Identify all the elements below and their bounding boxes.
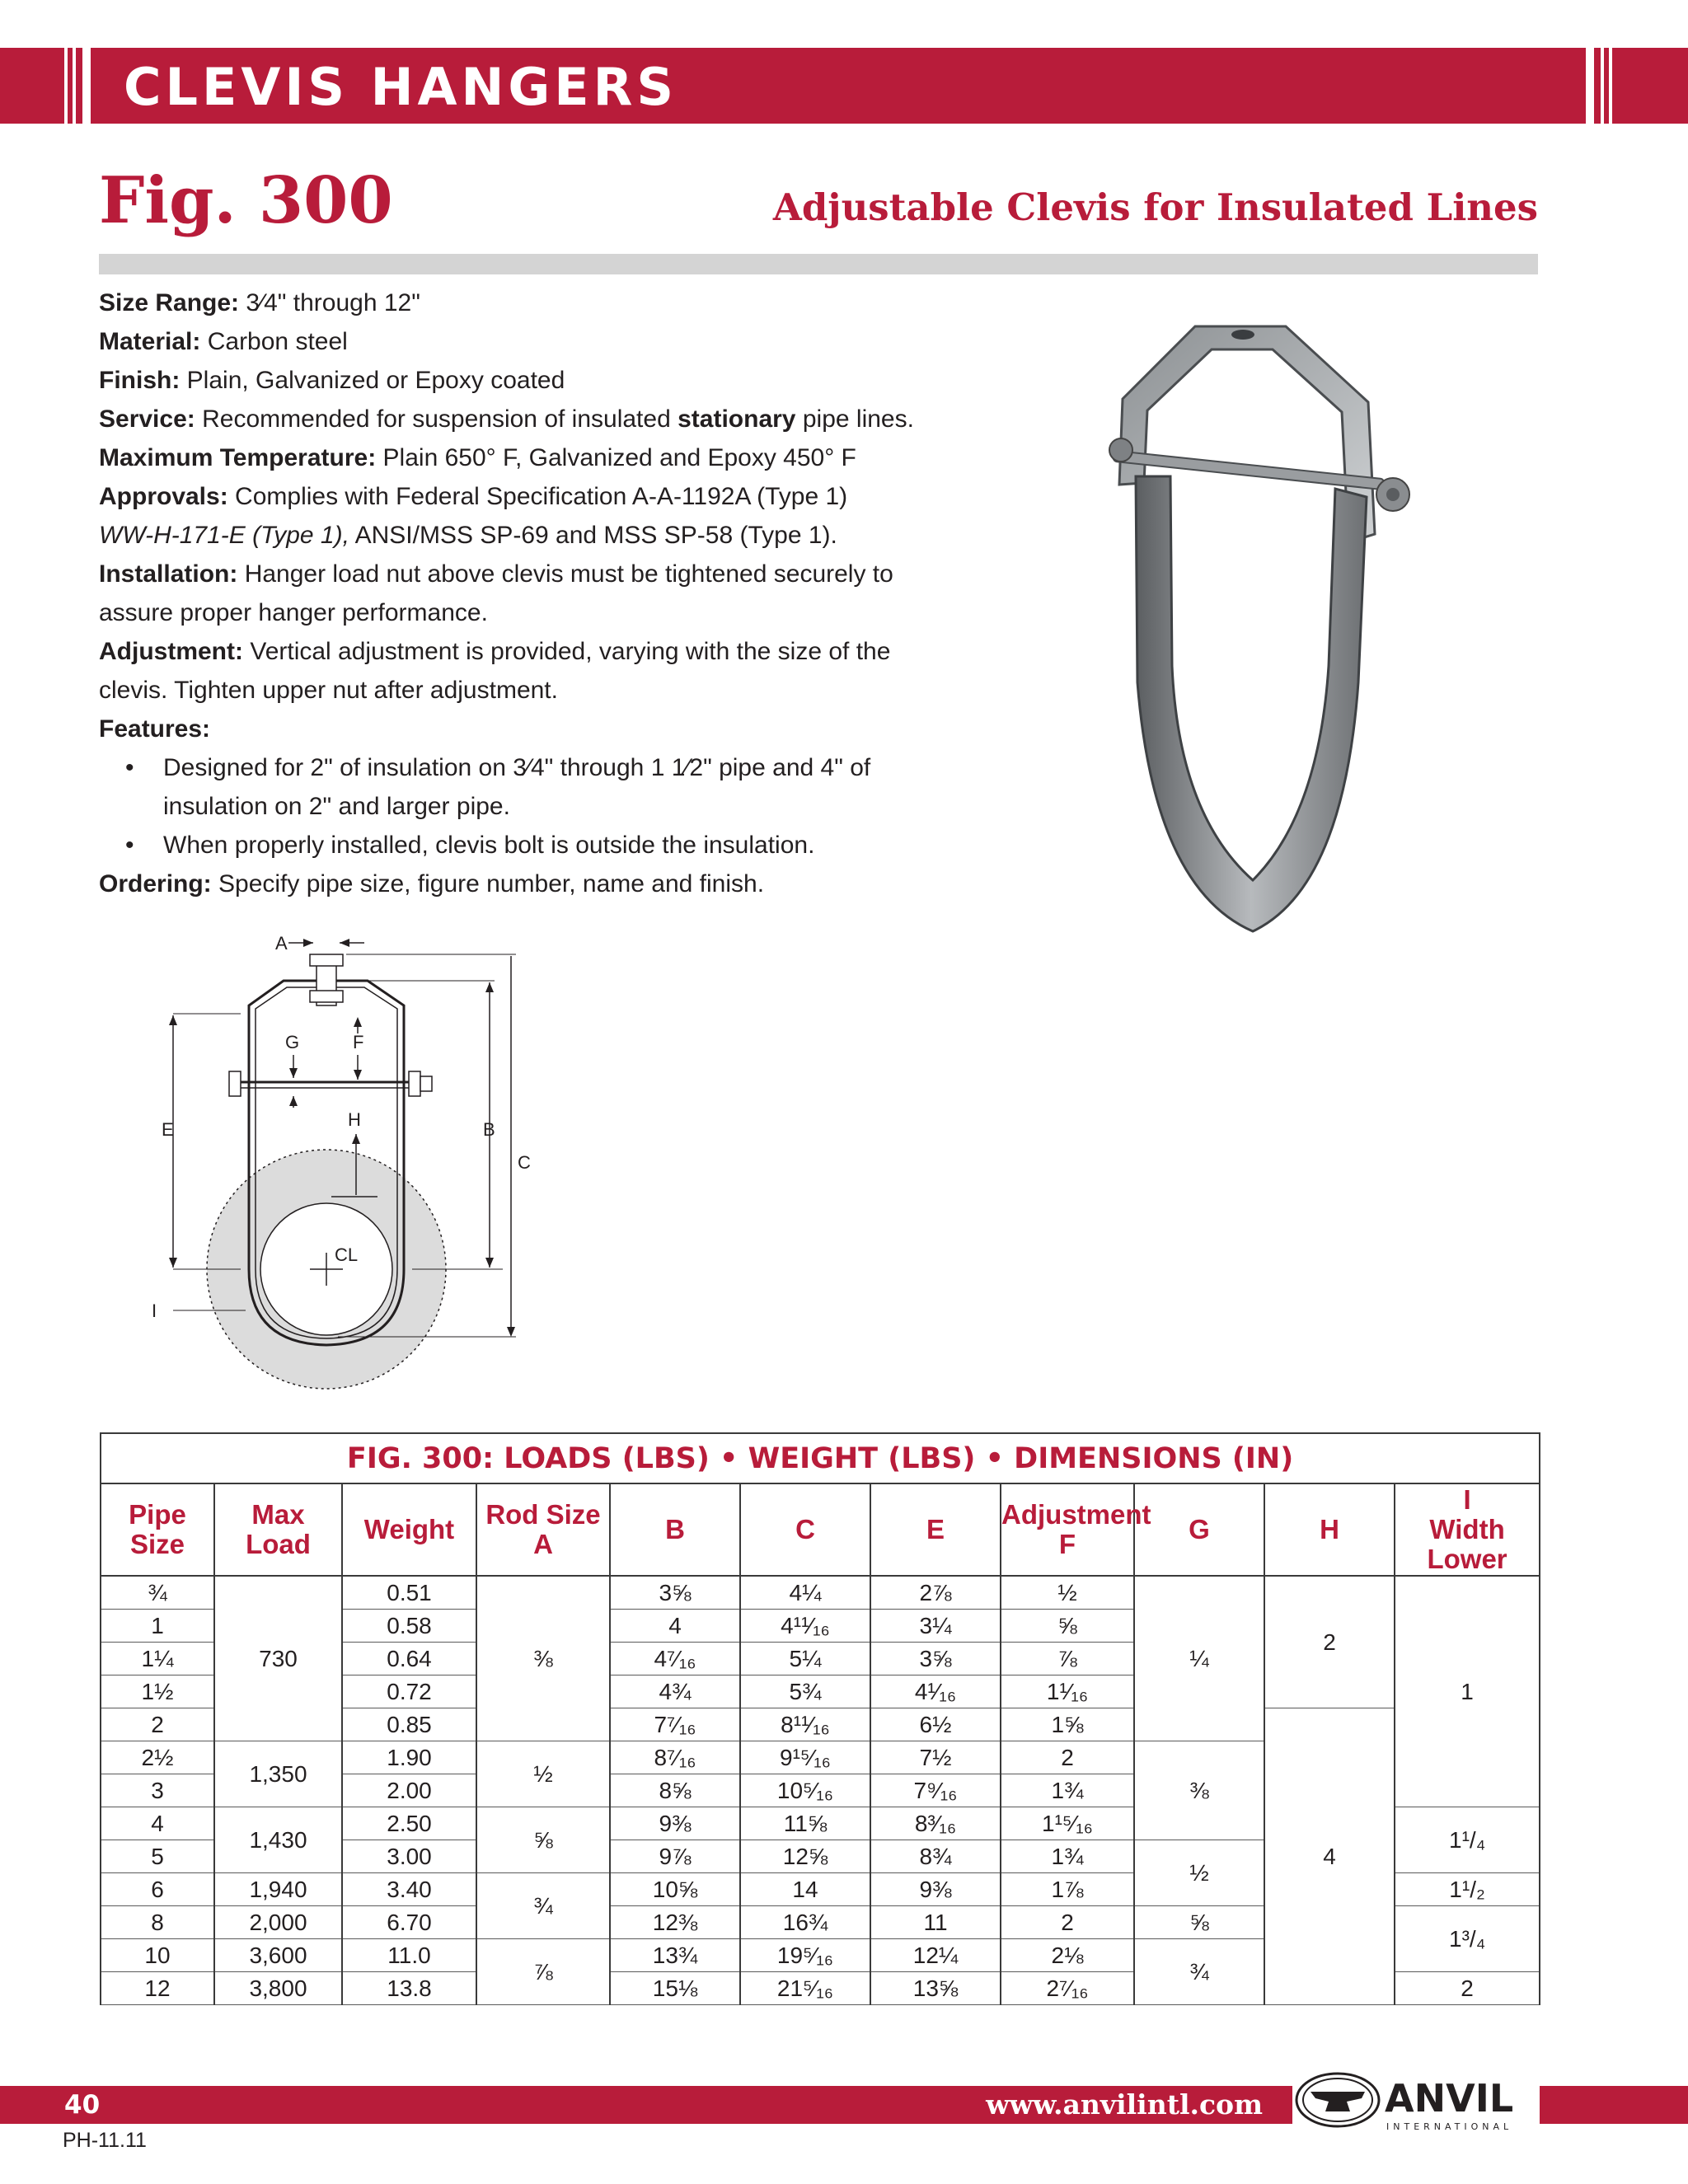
- header-i: I Width Lower: [1395, 1483, 1540, 1576]
- spec-material: Material: Carbon steel: [99, 328, 348, 355]
- spec-adjustment: Adjustment: Vertical adjustment is provided, varying with the size of the clevis. Tighten upper nut after adjustment.: [99, 638, 891, 704]
- feature-item: • When properly installed, clevis bolt is outside the insulation.: [125, 832, 815, 859]
- dim-label-c: C: [518, 1152, 531, 1173]
- dimension-diagram: [140, 923, 569, 1418]
- document-code: PH-11.11: [63, 2129, 147, 2152]
- spec-installation: Installation: Hanger load nut above clevis must be tightened securely to assure proper hanger performance.: [99, 560, 893, 626]
- header-e: E: [870, 1483, 1001, 1576]
- table-row: 1¼ 0.64 4⁷⁄₁₆ 5¼ 3⅝ ⅞: [101, 1643, 1540, 1675]
- header-h: H: [1264, 1483, 1395, 1576]
- features-list: [99, 748, 940, 865]
- spec-finish: Finish: Plain, Galvanized or Epoxy coated: [99, 367, 565, 394]
- clevis-hanger-photo: [1096, 320, 1451, 938]
- anvil-logo: [1292, 2064, 1540, 2138]
- section-title: CLEVIS HANGERS: [124, 57, 678, 117]
- header-adjustment: Adjustment F: [1001, 1483, 1134, 1576]
- figure-title: Fig. 300: [99, 163, 393, 238]
- table-row: 5 3.00 9⅞ 12⅝ 8¾ 1¾ ½: [101, 1840, 1540, 1873]
- header-rod-size: Rod Size A: [476, 1483, 610, 1576]
- spec-list: [99, 284, 940, 903]
- header-band: [0, 48, 1688, 124]
- dimensions-table: [100, 1432, 1539, 2005]
- table-row: ¾ 730 0.51 ⅜ 3⅝ 4¼ 2⅞ ½ ¼ 2 1: [101, 1576, 1540, 1610]
- dim-label-i: I: [152, 1301, 157, 1321]
- dim-label-f: F: [353, 1032, 364, 1052]
- header-g: G: [1134, 1483, 1264, 1576]
- spec-size-range: Size Range: 3⁄4" through 12": [99, 289, 420, 316]
- divider: [99, 254, 1538, 274]
- table-row: 6 1,940 3.40 ¾ 10⅝ 14 9⅜ 1⅞ 1¹/₂: [101, 1873, 1540, 1906]
- dim-label-e: E: [162, 1119, 174, 1140]
- table-row: 12 3,800 13.8 15⅛ 21⁵⁄₁₆ 13⅝ 2⁷⁄₁₆ 2: [101, 1972, 1540, 2005]
- spec-features: Features:: [99, 715, 211, 743]
- table-row: 10 3,600 11.0 ⅞ 13¾ 19⁵⁄₁₆ 12¼ 2⅛ ¾: [101, 1939, 1540, 1972]
- table-row: 1 0.58 4 4¹¹⁄₁₆ 3¼ ⅝: [101, 1610, 1540, 1643]
- spec-service: Service: Recommended for suspension of insulated stationary pipe lines.: [99, 405, 914, 433]
- centerline-label: CL: [335, 1244, 359, 1265]
- table-row: 2½ 1,350 1.90 ½ 8⁷⁄₁₆ 9¹⁵⁄₁₆ 7½ 2 ⅜: [101, 1741, 1540, 1774]
- feature-item: • Designed for 2" of insulation on 3⁄4" through 1 1⁄2" pipe and 4" of insulation on 2" and larger pipe.: [125, 754, 871, 820]
- page-number: 40: [64, 2090, 101, 2120]
- dim-label-h: H: [348, 1109, 361, 1130]
- website-link[interactable]: www.anvilintl.com: [986, 2088, 1263, 2121]
- table-row: 8 2,000 6.70 12⅜ 16¾ 11 2 ⅝ 1³/₄: [101, 1906, 1540, 1939]
- logo-wordmark: ANVIL: [1385, 2076, 1514, 2121]
- dim-label-a: A: [275, 933, 288, 954]
- table-row: 3 2.00 8⅝ 10⁵⁄₁₆ 7⁹⁄₁₆ 1¾: [101, 1774, 1540, 1807]
- header-weight: Weight: [342, 1483, 476, 1576]
- table-caption: FIG. 300: LOADS (LBS) • WEIGHT (LBS) • DIMENSIONS (IN): [101, 1433, 1540, 1483]
- header-b: B: [610, 1483, 740, 1576]
- header-max-load: Max Load: [214, 1483, 342, 1576]
- table-row: 1½ 0.72 4¾ 5¾ 4¹⁄₁₆ 1¹⁄₁₆: [101, 1675, 1540, 1708]
- header-c: C: [740, 1483, 870, 1576]
- spec-max-temperature: Maximum Temperature: Plain 650° F, Galvanized and Epoxy 450° F: [99, 444, 856, 471]
- logo-subtext: INTERNATIONAL: [1386, 2121, 1513, 2132]
- table-row: 2 0.85 7⁷⁄₁₆ 8¹¹⁄₁₆ 6½ 1⅝ 4: [101, 1708, 1540, 1741]
- table-row: 4 1,430 2.50 ⅝ 9⅜ 11⅝ 8³⁄₁₆ 1¹⁵⁄₁₆ 1¹/₄: [101, 1807, 1540, 1840]
- spec-approvals: Approvals: Complies with Federal Specification A-A-1192A (Type 1) WW-H-171-E (Type 1), ANSI/MSS SP-69 and MSS SP-58 (Type 1).: [99, 483, 848, 549]
- spec-ordering: Ordering: Specify pipe size, figure number, name and finish.: [99, 870, 765, 898]
- figure-subtitle: Adjustable Clevis for Insulated Lines: [772, 185, 1538, 229]
- dim-label-g: G: [285, 1032, 300, 1052]
- header-pipe-size: Pipe Size: [101, 1483, 214, 1576]
- dim-label-b: B: [483, 1119, 495, 1140]
